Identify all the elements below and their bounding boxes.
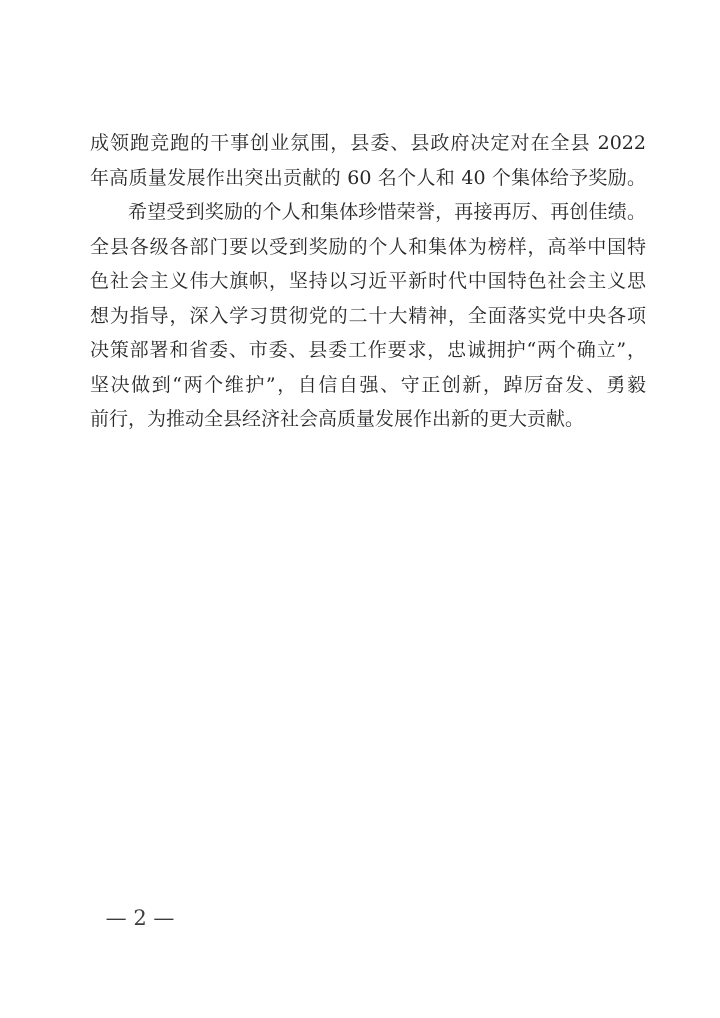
- text-line: 成领跑竞跑的干事创业氛围，县委、县政府决定对在全县 2022: [90, 132, 646, 154]
- text-line: 决策部署和省委、市委、县委工作要求，忠诚拥护“两个确立”，: [90, 339, 646, 361]
- text-line: 年高质量发展作出突出贡献的 60 名个人和 40 个集体给予奖励。: [90, 166, 646, 189]
- text-line: 色社会主义伟大旗帜，坚持以习近平新时代中国特色社会主义思: [90, 270, 646, 292]
- body-text: [90, 126, 646, 437]
- page-number: — 2 —: [105, 906, 175, 930]
- text-line: 前行，为推动全县经济社会高质量发展作出新的更大贡献。: [90, 408, 585, 430]
- text-line: 坚决做到“两个维护”，自信自强、守正创新，踔厉奋发、勇毅: [90, 373, 646, 396]
- text-line: 希望受到奖励的个人和集体珍惜荣誉，再接再厉、再创佳绩。: [128, 201, 646, 223]
- text-line: 全县各级各部门要以受到奖励的个人和集体为榜样，高举中国特: [90, 235, 646, 258]
- text-line: 想为指导，深入学习贯彻党的二十大精神，全面落实党中央各项: [90, 304, 646, 327]
